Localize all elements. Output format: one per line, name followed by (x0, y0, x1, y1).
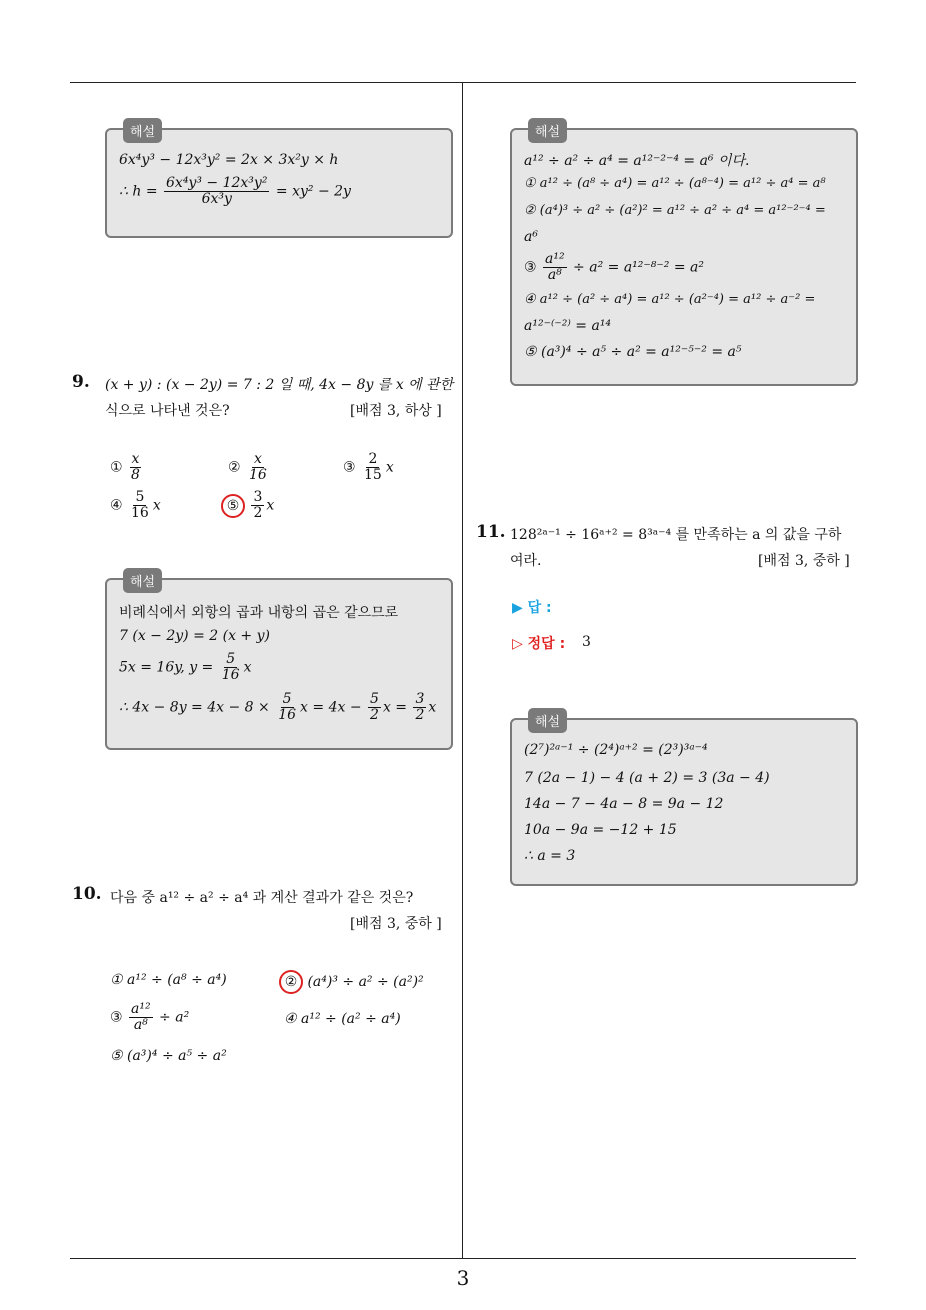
q9-solution-line3: 5x = 16y, y = $\frac{5}{16}$ x (119, 651, 252, 683)
q9-choice-5-selected[interactable]: ⑤ $\frac{3}{2}$ x (226, 490, 274, 521)
q11-solution-l5: ∴ a = 3 (524, 848, 576, 864)
q9-choice-4[interactable]: ④ $\frac{5}{16}$ x (110, 489, 161, 521)
q10-score: [배점 3, 중하 ] (350, 916, 442, 932)
q10-solution-l8: ⑤ (a³)⁴ ÷ a⁵ ÷ a² = a¹²⁻⁵⁻² = a⁵ (524, 344, 742, 360)
q11-solution-l2: 7 (2a − 1) − 4 (a + 2) = 3 (3a − 4) (524, 770, 770, 786)
q9-choice-2[interactable]: ② $\frac{x}{16}$ (228, 451, 267, 483)
q10-solution-l4: a⁶ (524, 229, 538, 245)
q9-text-line2: 식으로 나타낸 것은? (105, 403, 230, 419)
q10-choice-1[interactable]: ① a¹² ÷ (a⁸ ÷ a⁴) (110, 972, 227, 988)
q11-score: [배점 3, 중하 ] (758, 553, 850, 569)
q10-solution-l3: ② (a⁴)³ ÷ a² ÷ (a²)² = a¹² ÷ a² ÷ a⁴ = a¹²⁻²⁻⁴ = (524, 203, 826, 218)
solution-tag: 해설 (528, 708, 567, 733)
q10-solution-l6: ④ a¹² ÷ (a² ÷ a⁴) = a¹² ÷ (a²⁻⁴) = a¹² ÷ a⁻² = (524, 292, 816, 307)
q11-solution-l3: 14a − 7 − 4a − 8 = 9a − 12 (524, 796, 724, 812)
column-divider (462, 82, 463, 1259)
q10-solution-l2: ① a¹² ÷ (a⁸ ÷ a⁴) = a¹² ÷ (a⁸⁻⁴) = a¹² ÷ a⁴ = a⁸ (524, 176, 826, 191)
page-number: 3 (456, 1266, 470, 1290)
q11-solution-l1: (2⁷)²ᵃ⁻¹ ÷ (2⁴)ᵃ⁺² = (2³)³ᵃ⁻⁴ (524, 742, 708, 758)
selected-circle: ② (279, 970, 303, 994)
q8-solution-line2: ∴ h = $\frac{\text{6x⁴y³ − 12x³y²}}{\text{6x³y}}$ = xy² − 2y (119, 175, 351, 207)
q9-number: 9. (72, 372, 90, 392)
q8-solution-box (105, 125, 453, 238)
selected-circle: ⑤ (221, 494, 245, 518)
q9-text-line1: (x + y) : (x − 2y) = 7 : 2 일 때, 4x − 8y 를 x 에 관한 (105, 377, 454, 393)
q9-choice-3[interactable]: ③ $\frac{2}{15}$ x (343, 451, 394, 483)
q10-choice-3[interactable]: ③ $\frac{\text{a¹²}}{\text{a⁸}}$ ÷ a² (110, 1001, 190, 1033)
q9-score: [배점 3, 하상 ] (350, 403, 442, 419)
bottom-rule (70, 1258, 856, 1259)
solution-tag: 해설 (528, 118, 567, 143)
q10-text: 다음 중 a¹² ÷ a² ÷ a⁴ 과 계산 결과가 같은 것은? (110, 890, 414, 906)
q9-solution-line2: 7 (x − 2y) = 2 (x + y) (119, 628, 270, 644)
q10-number: 10. (72, 884, 102, 904)
q11-solution-l4: 10a − 9a = −12 + 15 (524, 822, 677, 838)
q10-solution-l1: a¹² ÷ a² ÷ a⁴ = a¹²⁻²⁻⁴ = a⁶ 이다. (524, 153, 750, 169)
q10-solution-l7: a¹²⁻⁽⁻²⁾ = a¹⁴ (524, 318, 612, 334)
solution-tag: 해설 (123, 568, 162, 593)
q11-number: 11. (476, 522, 506, 542)
top-rule (70, 82, 856, 83)
q10-solution-l5: ③ $\frac{\text{a¹²}}{\text{a⁸}}$ ÷ a² = a¹²⁻⁸⁻² = a² (524, 251, 704, 283)
q9-choice-1[interactable]: ① $\frac{x}{8}$ (110, 451, 140, 483)
q10-solution-box (510, 125, 858, 386)
q11-solution-box (510, 715, 858, 886)
q9-solution-line4: ∴ 4x − 8y = 4x − 8 × $\frac{5}{16}$ x = 4x − $\frac{5}{2}$ x = $\frac{3}{2}$ x (119, 691, 437, 723)
answer-label: ▶ 답 : (512, 600, 552, 616)
correct-answer-label: ▷ 정답 : (512, 636, 566, 652)
q11-text-line2: 여라. (510, 553, 542, 569)
q9-solution-box (105, 575, 453, 750)
solution-tag: 해설 (123, 118, 162, 143)
q8-solution-line1: 6x⁴y³ − 12x³y² = 2x × 3x²y × h (119, 152, 339, 168)
q9-solution-line1: 비례식에서 외항의 곱과 내항의 곱은 같으므로 (119, 605, 399, 621)
correct-answer-value: 3 (582, 634, 591, 650)
q10-choice-4[interactable]: ④ a¹² ÷ (a² ÷ a⁴) (284, 1011, 401, 1027)
q10-choice-5[interactable]: ⑤ (a³)⁴ ÷ a⁵ ÷ a² (110, 1048, 227, 1064)
q10-choice-2-selected[interactable]: ② (a⁴)³ ÷ a² ÷ (a²)² (284, 970, 424, 994)
q11-text-line1: 128²ᵃ⁻¹ ÷ 16ᵃ⁺² = 8³ᵃ⁻⁴ 를 만족하는 a 의 값을 구하 (510, 527, 842, 543)
